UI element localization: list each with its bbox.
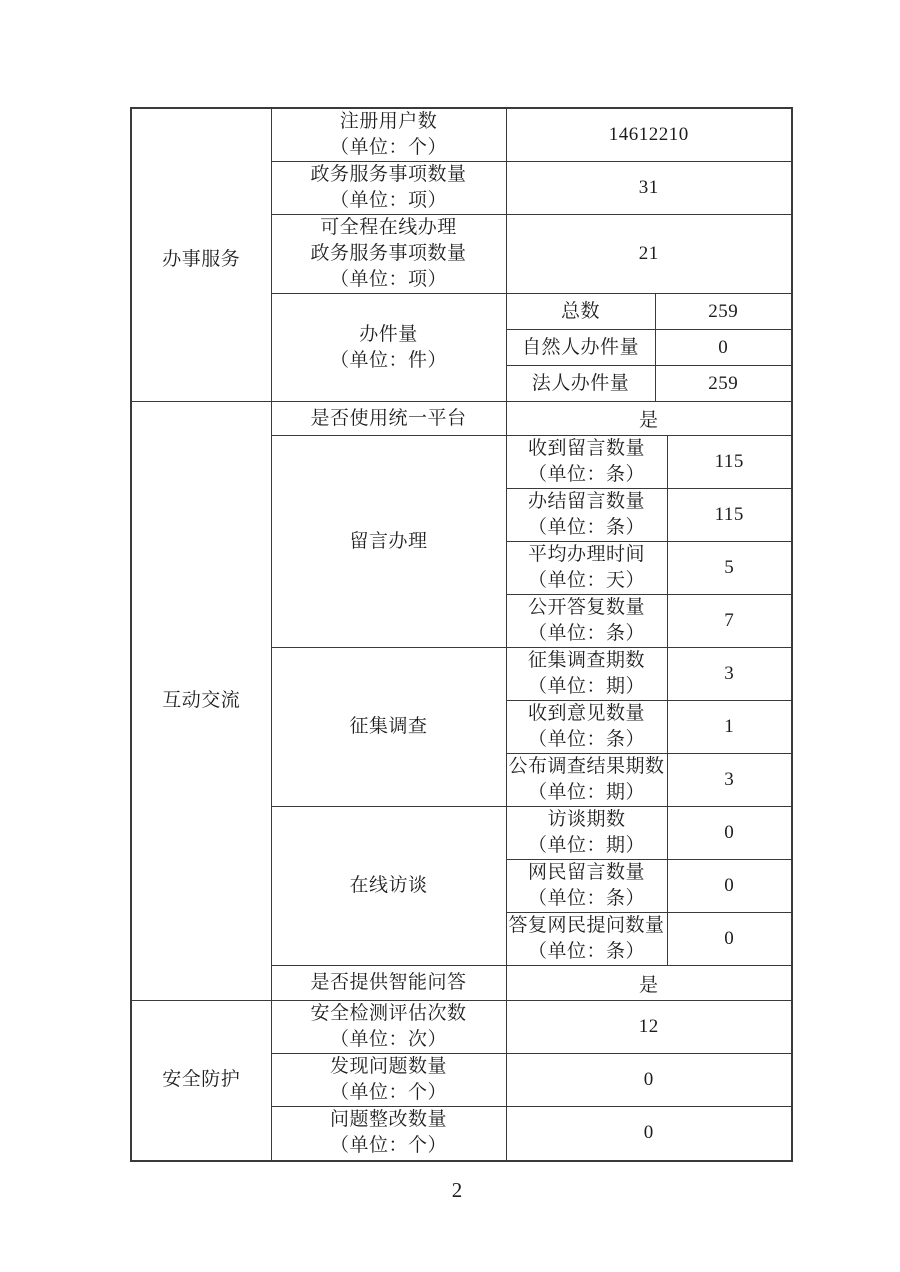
label-line: 安全检测评估次数 xyxy=(310,1003,467,1024)
label-line: 法人办件量 xyxy=(531,372,630,394)
item-cell-registered-users xyxy=(271,108,506,162)
label-line: 问题整改数量 xyxy=(329,1109,447,1131)
label-line: 政务服务事项数量 xyxy=(310,164,467,185)
value-opinions-received: 1 xyxy=(667,701,792,754)
label-line: 在线访谈 xyxy=(349,875,428,896)
label-line: 注册用户数 xyxy=(339,111,438,132)
value-unified-platform: 是 xyxy=(506,402,792,436)
label-line: 访谈期数 xyxy=(547,809,626,830)
value-survey-results-published: 3 xyxy=(667,754,792,807)
value-survey-periods: 3 xyxy=(667,648,792,701)
label-line: 公开答复数量 xyxy=(527,597,645,618)
sub-cell-public-replies xyxy=(506,595,667,648)
item-cell-case-volume xyxy=(271,294,506,402)
label-line: 可全程在线办理 xyxy=(320,217,457,238)
unit-line: （单位：条） xyxy=(527,623,645,644)
item-cell-problems-rectified xyxy=(271,1107,506,1161)
sub-cell-survey-results-published xyxy=(506,754,667,807)
sub-cell-legal-person-cases xyxy=(506,366,655,402)
value-interview-periods: 0 xyxy=(667,807,792,860)
label-line: 政务服务事项数量 xyxy=(310,243,467,264)
value-public-replies: 7 xyxy=(667,595,792,648)
label-line: 自然人办件量 xyxy=(521,336,639,358)
value-security-assessments: 12 xyxy=(506,1001,792,1054)
value-problems-rectified: 0 xyxy=(506,1107,792,1161)
page-number: 2 xyxy=(451,1178,463,1202)
value-registered-users: 14612210 xyxy=(506,108,792,162)
sub-cell-survey-periods xyxy=(506,648,667,701)
label-line: 是否使用统一平台 xyxy=(310,407,467,429)
value-case-total: 259 xyxy=(655,294,792,330)
item-cell-unified-platform xyxy=(271,402,506,436)
label-line: 办件量 xyxy=(359,323,418,345)
unit-line: （单位：期） xyxy=(527,835,645,856)
item-cell-smart-qa xyxy=(271,966,506,1001)
unit-line: （单位：次） xyxy=(329,1029,447,1050)
item-cell-security-assessments xyxy=(271,1001,506,1054)
sub-cell-netizen-messages xyxy=(506,860,667,913)
unit-line: （单位：期） xyxy=(527,676,645,697)
value-messages-received: 115 xyxy=(667,436,792,489)
group-cell-security-protection xyxy=(131,1001,271,1161)
group-label: 互动交流 xyxy=(162,690,241,711)
unit-line: （单位：项） xyxy=(329,190,447,211)
label-line: 收到留言数量 xyxy=(527,438,645,459)
label-line: 网民留言数量 xyxy=(527,862,645,883)
unit-line: （单位：条） xyxy=(527,941,645,962)
group-cell-service-handling xyxy=(131,108,271,402)
unit-line: （单位：条） xyxy=(527,888,645,909)
label-line: 平均办理时间 xyxy=(527,544,645,565)
value-problems-found: 0 xyxy=(506,1054,792,1107)
sub-cell-messages-completed xyxy=(506,489,667,542)
unit-line: （单位：条） xyxy=(527,464,645,485)
item-cell-problems-found xyxy=(271,1054,506,1107)
label-line: 答复网民提问数量 xyxy=(508,915,665,936)
label-line: 发现问题数量 xyxy=(329,1056,447,1077)
unit-line: （单位：天） xyxy=(527,570,645,591)
sub-cell-replies-to-netizen-questions xyxy=(506,913,667,966)
item-cell-gov-service-items xyxy=(271,162,506,215)
group-cell-interaction xyxy=(131,402,271,1001)
label-line: 留言办理 xyxy=(349,530,428,552)
label-line: 总数 xyxy=(560,300,600,322)
value-netizen-messages: 0 xyxy=(667,860,792,913)
value-smart-qa: 是 xyxy=(506,966,792,1001)
item-cell-message-handling xyxy=(271,436,506,648)
report-table xyxy=(130,107,793,1162)
unit-line: （单位：个） xyxy=(329,137,447,158)
item-cell-online-interview xyxy=(271,807,506,966)
value-gov-service-items: 31 xyxy=(506,162,792,215)
sub-cell-interview-periods xyxy=(506,807,667,860)
value-online-full-process-items: 21 xyxy=(506,215,792,294)
item-cell-online-full-process-items xyxy=(271,215,506,294)
label-line: 办结留言数量 xyxy=(527,491,645,512)
unit-line: （单位：个） xyxy=(329,1135,447,1157)
value-natural-person-cases: 0 xyxy=(655,330,792,366)
unit-line: （单位：条） xyxy=(527,729,645,750)
unit-line: （单位：项） xyxy=(329,269,447,290)
group-label: 办事服务 xyxy=(162,248,241,270)
unit-line: （单位：件） xyxy=(329,349,447,371)
group-label: 安全防护 xyxy=(162,1069,241,1091)
value-legal-person-cases: 259 xyxy=(655,366,792,402)
sub-cell-opinions-received xyxy=(506,701,667,754)
label-line: 征集调查 xyxy=(349,716,428,737)
sub-cell-natural-person-cases xyxy=(506,330,655,366)
label-line: 是否提供智能问答 xyxy=(310,972,467,993)
value-avg-handling-time: 5 xyxy=(667,542,792,595)
item-cell-solicitation-survey xyxy=(271,648,506,807)
value-messages-completed: 115 xyxy=(667,489,792,542)
unit-line: （单位：期） xyxy=(527,782,645,803)
label-line: 公布调查结果期数 xyxy=(508,756,665,777)
unit-line: （单位：个） xyxy=(329,1082,447,1103)
unit-line: （单位：条） xyxy=(527,517,645,538)
sub-cell-avg-handling-time xyxy=(506,542,667,595)
sub-cell-case-total xyxy=(506,294,655,330)
value-replies-to-netizen-questions: 0 xyxy=(667,913,792,966)
label-line: 征集调查期数 xyxy=(527,650,645,671)
label-line: 收到意见数量 xyxy=(527,703,645,724)
sub-cell-messages-received xyxy=(506,436,667,489)
